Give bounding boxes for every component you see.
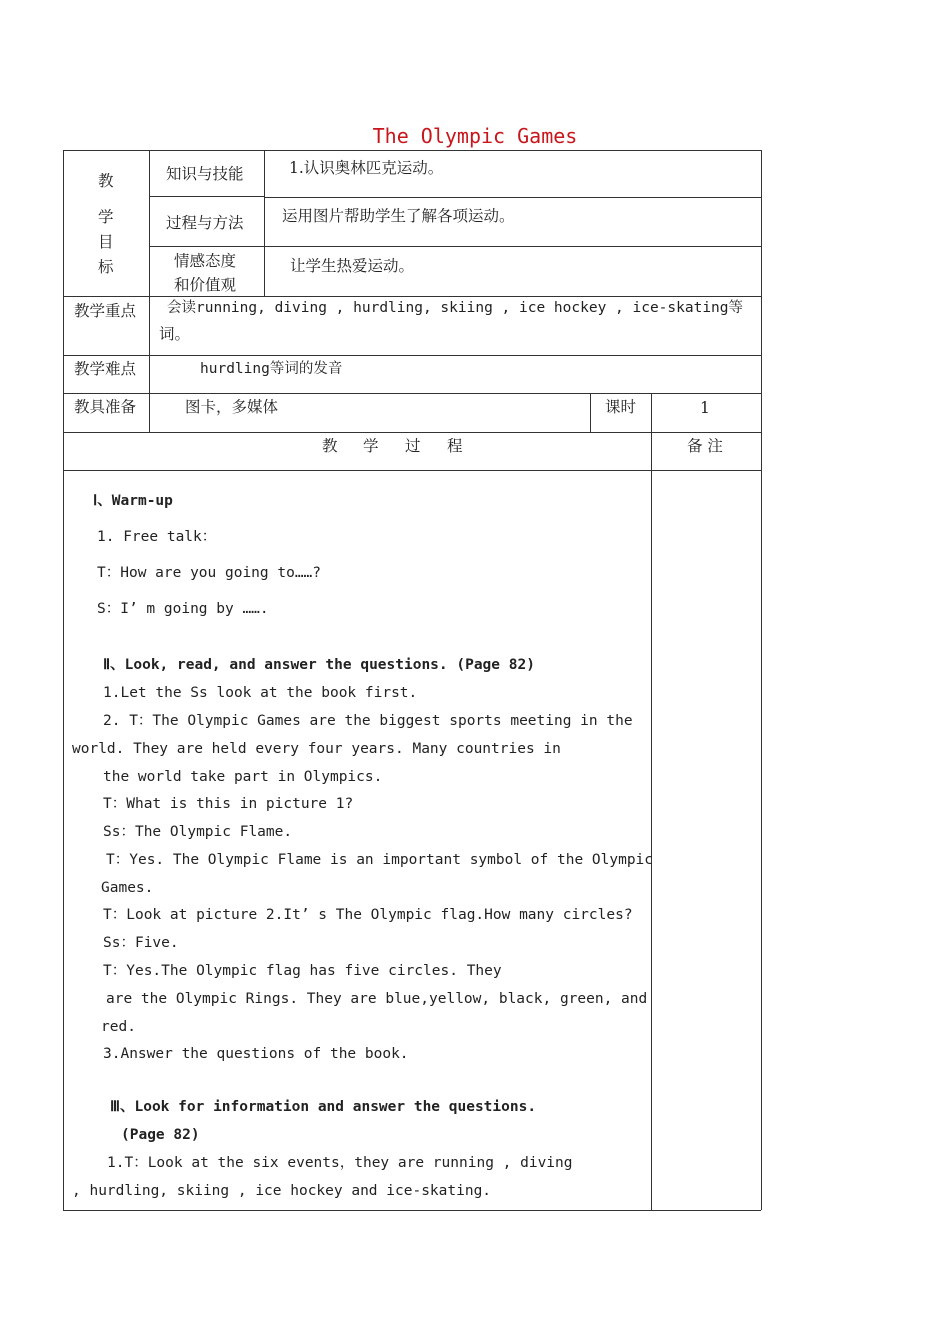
section3-heading-line2: (Page 82) <box>121 1127 200 1143</box>
section2-heading: Ⅱ、Look, read, and answer the questions. (Page 82) <box>103 657 535 673</box>
materials-content: 图卡，多媒体 <box>185 398 279 416</box>
col-divider <box>264 150 265 296</box>
objective-label-process: 过程与方法 <box>166 214 244 232</box>
key-points-line1: 会读running, diving , hurdling, skiing , ice hockey , ice-skating等 <box>167 300 744 316</box>
table-border-bottom <box>63 1210 761 1211</box>
warmup-heading: Ⅰ、Warm-up <box>93 493 173 509</box>
row-divider <box>149 196 264 197</box>
objectives-label-char: 教 <box>98 172 114 190</box>
objectives-label-char: 目 <box>98 233 114 251</box>
section2-line: T：Yes.The Olympic flag has five circles. They <box>103 963 502 979</box>
page-title: The Olympic Games <box>372 124 578 148</box>
difficult-points-content: hurdling等词的发音 <box>200 361 343 377</box>
section2-line: Games. <box>101 880 154 896</box>
col-divider <box>149 150 150 432</box>
section2-line: T：Look at picture 2.It’ s The Olympic flag.How many circles? <box>103 907 633 923</box>
section3-line: , hurdling, skiing , ice hockey and ice-skating. <box>72 1183 492 1199</box>
section2-line: the world take part in Olympics. <box>103 769 383 785</box>
objective-content-knowledge: 1.认识奥林匹克运动。 <box>289 159 444 177</box>
section2-line: 2. T：The Olympic Games are the biggest sports meeting in the <box>103 713 633 729</box>
objectives-label-char: 学 <box>98 208 114 226</box>
process-header-char: 教 <box>322 437 338 455</box>
warmup-line: T：How are you going to……? <box>97 565 322 581</box>
row-divider <box>63 296 761 297</box>
materials-label: 教具准备 <box>74 398 137 416</box>
row-divider <box>63 393 761 394</box>
row-divider <box>63 470 761 471</box>
section2-line: Ss：The Olympic Flame. <box>103 824 293 840</box>
key-points-line2: 词。 <box>159 325 191 343</box>
objectives-label-char: 标 <box>98 258 114 276</box>
table-border-right <box>761 150 762 1210</box>
objective-label-emotion-line1: 情感态度 <box>174 252 237 270</box>
period-label: 课时 <box>605 398 637 416</box>
section3-heading: Ⅲ、Look for information and answer the questions. <box>110 1099 537 1115</box>
table-border-left <box>63 150 64 1210</box>
section2-line: are the Olympic Rings. They are blue,yellow, black, green, and <box>106 991 648 1007</box>
col-divider <box>651 393 652 1210</box>
row-divider <box>149 246 761 247</box>
row-divider <box>264 197 761 198</box>
objective-label-knowledge: 知识与技能 <box>166 165 244 183</box>
section2-line: 3.Answer the questions of the book. <box>103 1046 409 1062</box>
section2-line: Ss：Five. <box>103 935 179 951</box>
section3-line: 1.T：Look at the six events，they are running , diving <box>107 1155 573 1171</box>
notes-header: 备 注 <box>687 437 723 455</box>
warmup-line: S：I’ m going by ……. <box>97 601 269 617</box>
row-divider <box>63 355 761 356</box>
section2-line: red. <box>101 1019 136 1035</box>
table-border-top <box>63 150 761 151</box>
key-points-label: 教学重点 <box>74 302 137 320</box>
col-divider <box>590 393 591 432</box>
objective-content-emotion: 让学生热爱运动。 <box>290 257 415 275</box>
process-header-char: 学 <box>363 437 379 455</box>
warmup-line: 1. Free talk： <box>97 529 217 545</box>
process-header-char: 程 <box>447 437 463 455</box>
section2-line: T：Yes. The Olympic Flame is an important symbol of the Olympic <box>106 852 654 868</box>
section2-line: T：What is this in picture 1? <box>103 796 354 812</box>
section2-line: 1.Let the Ss look at the book first. <box>103 685 418 701</box>
objective-label-emotion-line2: 和价值观 <box>174 276 237 294</box>
objective-content-process: 运用图片帮助学生了解各项运动。 <box>282 207 515 225</box>
row-divider <box>63 432 761 433</box>
period-value: 1 <box>700 399 710 417</box>
section2-line: world. They are held every four years. Many countries in <box>72 741 561 757</box>
difficult-points-label: 教学难点 <box>74 360 137 378</box>
process-header-char: 过 <box>405 437 421 455</box>
